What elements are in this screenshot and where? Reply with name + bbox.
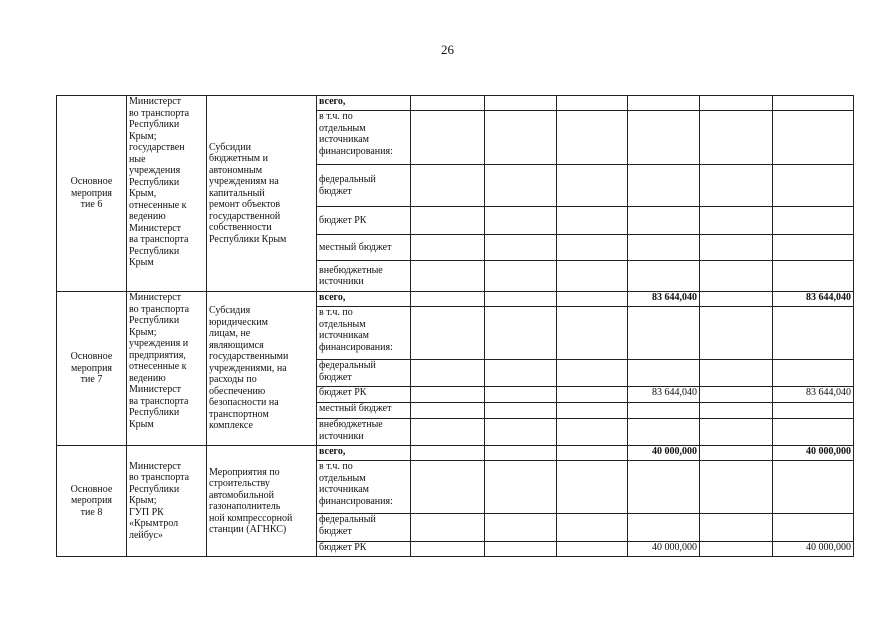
value-cell: [700, 542, 773, 557]
value-cell: [411, 419, 485, 446]
value-cell: [411, 514, 485, 542]
subject-cell: Субсидия юридическим лицам, не являющимся государственными учреждениями, на расходы по обеспечению безопасности на транспортном комплексе: [207, 292, 317, 446]
value-cell: [628, 403, 700, 419]
value-cell: [411, 207, 485, 235]
value-cell: [557, 307, 628, 360]
value-cell: [485, 165, 557, 207]
source-cell: федеральный бюджет: [317, 360, 411, 387]
value-cell: [485, 514, 557, 542]
value-cell: [700, 165, 773, 207]
table-row: [57, 96, 854, 111]
value-cell: [557, 261, 628, 292]
value-cell: [411, 542, 485, 557]
value-cell: [485, 360, 557, 387]
subject-cell: Мероприятия по строительству автомобильной газонаполнитель ной компрессорной станции (АГНКС): [207, 446, 317, 557]
value-cell: [411, 387, 485, 403]
value-cell: [700, 207, 773, 235]
value-cell: [700, 307, 773, 360]
value-cell: [485, 235, 557, 261]
value-cell: [773, 96, 854, 111]
activity-cell: Основное мероприя тие 6: [57, 96, 127, 292]
value-cell: 40 000,000: [628, 446, 700, 461]
value-cell: [411, 165, 485, 207]
value-cell: [700, 461, 773, 514]
value-cell: [485, 111, 557, 165]
value-cell: [411, 261, 485, 292]
source-cell: в т.ч. по отдельным источникам финансирования:: [317, 307, 411, 360]
value-cell: [773, 360, 854, 387]
value-cell: [411, 360, 485, 387]
value-cell: [557, 461, 628, 514]
value-cell: [485, 96, 557, 111]
source-cell: в т.ч. по отдельным источникам финансирования:: [317, 461, 411, 514]
value-cell: [700, 261, 773, 292]
value-cell: [557, 207, 628, 235]
value-cell: [411, 403, 485, 419]
value-cell: [557, 419, 628, 446]
value-cell: [628, 514, 700, 542]
executor-cell: Министерст во транспорта Республики Крым; учреждения и предприятия, отнесенные к ведению Министерст ва транспорта Республики Крым: [127, 292, 207, 446]
executor-cell: Министерст во транспорта Республики Крым; ГУП РК «Крымтрол лейбус»: [127, 446, 207, 557]
value-cell: [557, 514, 628, 542]
source-cell: местный бюджет: [317, 235, 411, 261]
value-cell: [557, 360, 628, 387]
value-cell: [773, 403, 854, 419]
value-cell: [485, 461, 557, 514]
source-cell: федеральный бюджет: [317, 165, 411, 207]
value-cell: [557, 542, 628, 557]
value-cell: [773, 261, 854, 292]
value-cell: [773, 514, 854, 542]
source-cell: внебюджетные источники: [317, 419, 411, 446]
value-cell: [411, 111, 485, 165]
value-cell: [628, 207, 700, 235]
value-cell: [773, 419, 854, 446]
source-cell: всего,: [317, 96, 411, 111]
value-cell: [411, 292, 485, 307]
value-cell: 83 644,040: [628, 292, 700, 307]
value-cell: 83 644,040: [773, 292, 854, 307]
activity-cell: Основное мероприя тие 8: [57, 446, 127, 557]
value-cell: [773, 111, 854, 165]
value-cell: [773, 165, 854, 207]
value-cell: [557, 96, 628, 111]
value-cell: [628, 111, 700, 165]
value-cell: [628, 96, 700, 111]
page-number: 26: [441, 42, 454, 57]
value-cell: [700, 111, 773, 165]
source-cell: внебюджетные источники: [317, 261, 411, 292]
source-cell: всего,: [317, 292, 411, 307]
value-cell: [485, 542, 557, 557]
value-cell: [628, 307, 700, 360]
value-cell: [700, 360, 773, 387]
value-cell: [557, 292, 628, 307]
value-cell: [485, 387, 557, 403]
subject-cell: Субсидии бюджетным и автономным учреждениям на капитальный ремонт объектов государственной собственности Республики Крым: [207, 96, 317, 292]
value-cell: [700, 514, 773, 542]
value-cell: [485, 292, 557, 307]
value-cell: 40 000,000: [773, 446, 854, 461]
value-cell: [628, 235, 700, 261]
value-cell: [411, 461, 485, 514]
source-cell: бюджет РК: [317, 542, 411, 557]
value-cell: [411, 235, 485, 261]
value-cell: [557, 403, 628, 419]
table-row: [57, 446, 854, 461]
value-cell: [700, 235, 773, 261]
source-cell: федеральный бюджет: [317, 514, 411, 542]
value-cell: [700, 446, 773, 461]
value-cell: [557, 111, 628, 165]
value-cell: [557, 235, 628, 261]
activity-cell: Основное мероприя тие 7: [57, 292, 127, 446]
value-cell: [773, 235, 854, 261]
value-cell: [557, 387, 628, 403]
value-cell: [773, 207, 854, 235]
value-cell: [557, 446, 628, 461]
executor-cell: Министерст во транспорта Республики Крым; государствен ные учреждения Республики Крым, отнесенные к ведению Министерст ва транспорта Республики Крым: [127, 96, 207, 292]
source-cell: в т.ч. по отдельным источникам финансирования:: [317, 111, 411, 165]
source-cell: всего,: [317, 446, 411, 461]
value-cell: [411, 96, 485, 111]
value-cell: [485, 446, 557, 461]
value-cell: [557, 165, 628, 207]
value-cell: 40 000,000: [773, 542, 854, 557]
value-cell: [485, 307, 557, 360]
value-cell: [773, 307, 854, 360]
source-cell: бюджет РК: [317, 387, 411, 403]
value-cell: [628, 261, 700, 292]
value-cell: [700, 403, 773, 419]
value-cell: [700, 292, 773, 307]
value-cell: [485, 403, 557, 419]
value-cell: [628, 461, 700, 514]
value-cell: [700, 387, 773, 403]
value-cell: [700, 419, 773, 446]
value-cell: [700, 96, 773, 111]
value-cell: [411, 307, 485, 360]
value-cell: [773, 461, 854, 514]
value-cell: [485, 419, 557, 446]
value-cell: [485, 261, 557, 292]
value-cell: [411, 446, 485, 461]
table-row: [57, 292, 854, 307]
value-cell: [485, 207, 557, 235]
financing-table: [56, 95, 854, 557]
value-cell: [628, 165, 700, 207]
value-cell: 40 000,000: [628, 542, 700, 557]
value-cell: 83 644,040: [773, 387, 854, 403]
value-cell: 83 644,040: [628, 387, 700, 403]
source-cell: бюджет РК: [317, 207, 411, 235]
value-cell: [628, 419, 700, 446]
value-cell: [628, 360, 700, 387]
source-cell: местный бюджет: [317, 403, 411, 419]
